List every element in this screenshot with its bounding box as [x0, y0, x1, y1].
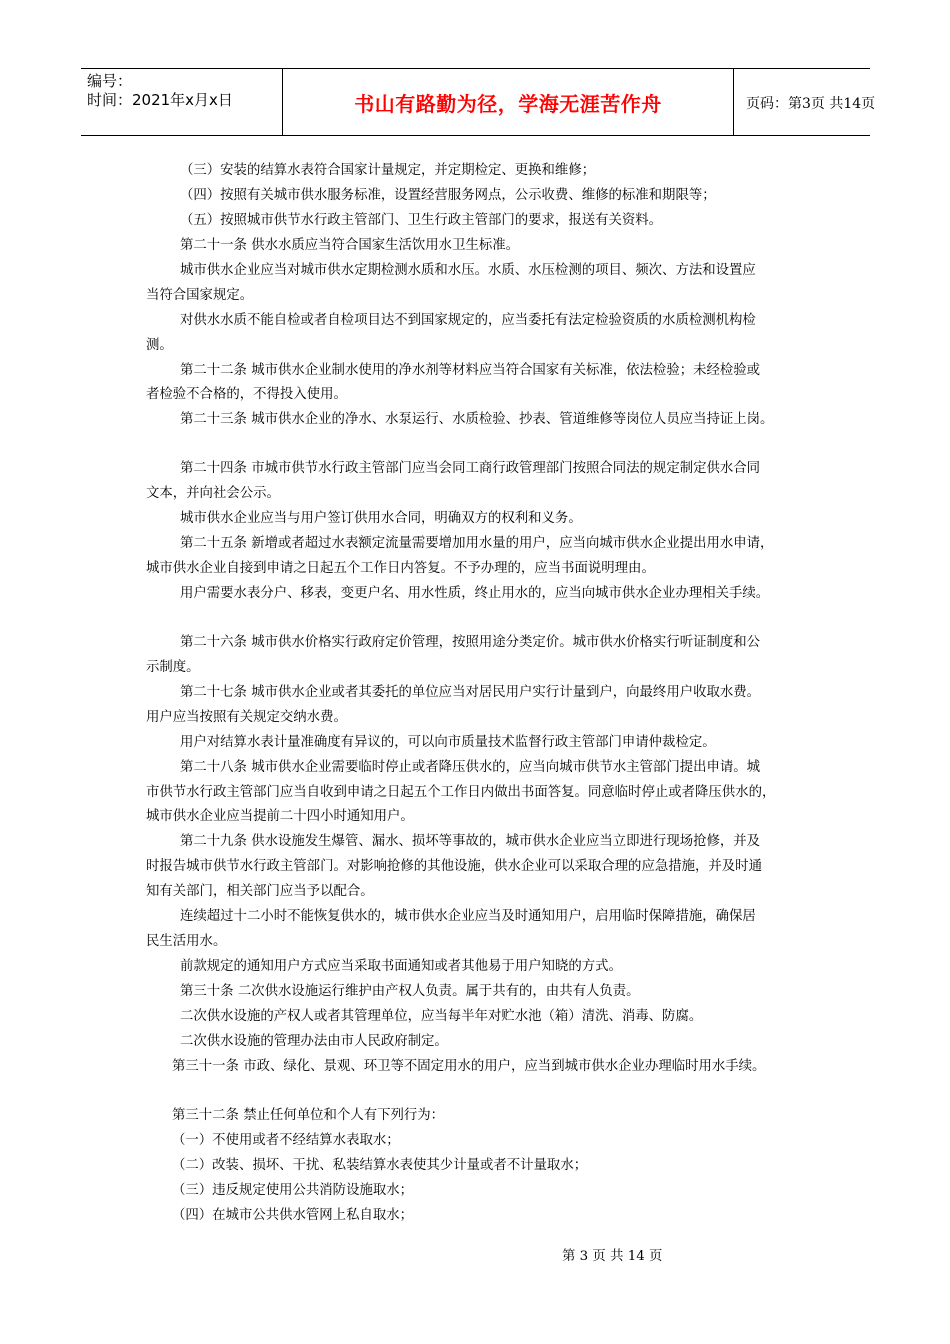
- text-line: 二次供水设施的产权人或者其管理单位，应当每半年对贮水池（箱）清洗、消毒、防腐。: [180, 1009, 703, 1024]
- document-date-label: 时间：2021年x月x日: [87, 91, 233, 109]
- text-line: 第二十六条 城市供水价格实行政府定价管理，按照用途分类定价。城市供水价格实行听证制度和公: [180, 635, 761, 650]
- text-line: 第二十八条 城市供水企业需要临时停止或者降压供水的，应当向城市供节水主管部门提出申请。城: [180, 760, 761, 775]
- text-line: 第二十二条 城市供水企业制水使用的净水剂等材料应当符合国家有关标准，依法检验；未经检验或: [180, 363, 761, 378]
- document-number-label: 编号：: [87, 72, 133, 90]
- text-line: 测。: [146, 338, 173, 353]
- text-line: 城市供水企业应当与用户签订供用水合同，明确双方的权利和义务。: [180, 511, 582, 526]
- text-line: 者检验不合格的，不得投入使用。: [146, 387, 347, 402]
- text-line: 城市供水企业应当对城市供水定期检测水质和水压。水质、水压检测的项目、频次、方法和设置应: [180, 263, 756, 278]
- text-line: 第三十一条 市政、绿化、景观、环卫等不固定用水的用户，应当到城市供水企业办理临时用水手续。: [172, 1059, 766, 1074]
- page-header: [81, 68, 876, 136]
- text-line: 第三十二条 禁止任何单位和个人有下列行为：: [172, 1108, 445, 1123]
- header-meta-cell: [81, 69, 283, 135]
- header-motto: 书山有路勤为径，学海无涯苦作舟: [354, 92, 662, 116]
- text-line: （二）改装、损坏、干扰、私装结算水表使其少计量或者不计量取水；: [172, 1158, 588, 1173]
- text-line: 第二十五条 新增或者超过水表额定流量需要增加用水量的用户，应当向城市供水企业提出用水申请，: [180, 536, 774, 551]
- text-line: 二次供水设施的管理办法由市人民政府制定。: [180, 1034, 448, 1049]
- text-line: 第二十七条 城市供水企业或者其委托的单位应当对居民用户实行计量到户，向最终用户收取水费。: [180, 685, 761, 700]
- text-line: 城市供水企业应当提前二十四小时通知用户。: [146, 809, 414, 824]
- text-line: （四）按照有关城市供水服务标准，设置经营服务网点，公示收费、维修的标准和期限等；: [180, 188, 716, 203]
- page-footer: 第 3 页 共 14 页: [562, 1249, 663, 1264]
- header-page-number: 页码：第3页 共14页: [746, 96, 876, 112]
- header-page-cell: [734, 69, 876, 135]
- text-line: 第三十条 二次供水设施运行维护由产权人负责。属于共有的，由共有人负责。: [180, 984, 640, 999]
- text-line: 前款规定的通知用户方式应当采取书面通知或者其他易于用户知晓的方式。: [180, 959, 622, 974]
- text-line: 第二十四条 市城市供节水行政主管部门应当会同工商行政管理部门按照合同法的规定制定供水合同: [180, 461, 761, 476]
- text-line: 文本，并向社会公示。: [146, 486, 280, 501]
- text-line: 当符合国家规定。: [146, 288, 254, 303]
- text-line: 第二十九条 供水设施发生爆管、漏水、损坏等事故的，城市供水企业应当立即进行现场抢修，并及: [180, 834, 761, 849]
- text-line: 知有关部门，相关部门应当予以配合。: [146, 884, 374, 899]
- header-motto-cell: [283, 69, 734, 135]
- text-line: 第二十一条 供水水质应当符合国家生活饮用水卫生标准。: [180, 238, 520, 253]
- text-line: （一）不使用或者不经结算水表取水；: [172, 1133, 400, 1148]
- text-line: 时报告城市供节水行政主管部门。对影响抢修的其他设施，供水企业可以采取合理的应急措施，并及时通: [146, 859, 762, 874]
- text-line: 连续超过十二小时不能恢复供水的，城市供水企业应当及时通知用户，启用临时保障措施，确保居: [180, 909, 756, 924]
- text-line: 示制度。: [146, 660, 200, 675]
- text-line: 市供节水行政主管部门应当自收到申请之日起五个工作日内做出书面答复。同意临时停止或者降压供水的，: [146, 785, 776, 800]
- text-line: 用户需要水表分户、移表，变更户名、用水性质，终止用水的，应当向城市供水企业办理相关手续。: [180, 586, 770, 601]
- text-line: 对供水水质不能自检或者自检项目达不到国家规定的，应当委托有法定检验资质的水质检测机构检: [180, 313, 756, 328]
- text-line: 第二十三条 城市供水企业的净水、水泵运行、水质检验、抄表、管道维修等岗位人员应当持证上岗。: [180, 412, 774, 427]
- text-line: （三）违反规定使用公共消防设施取水；: [172, 1183, 414, 1198]
- text-line: 用户对结算水表计量准确度有异议的，可以向市质量技术监督行政主管部门申请仲裁检定。: [180, 735, 716, 750]
- text-line: 城市供水企业自接到申请之日起五个工作日内答复。不予办理的，应当书面说明理由。: [146, 561, 655, 576]
- text-line: 民生活用水。: [146, 934, 227, 949]
- text-line: （四）在城市公共供水管网上私自取水；: [172, 1208, 414, 1223]
- text-line: （五）按照城市供节水行政主管部门、卫生行政主管部门的要求，报送有关资料。: [180, 213, 663, 228]
- text-line: 用户应当按照有关规定交纳水费。: [146, 710, 347, 725]
- text-line: （三）安装的结算水表符合国家计量规定，并定期检定、更换和维修；: [180, 163, 596, 178]
